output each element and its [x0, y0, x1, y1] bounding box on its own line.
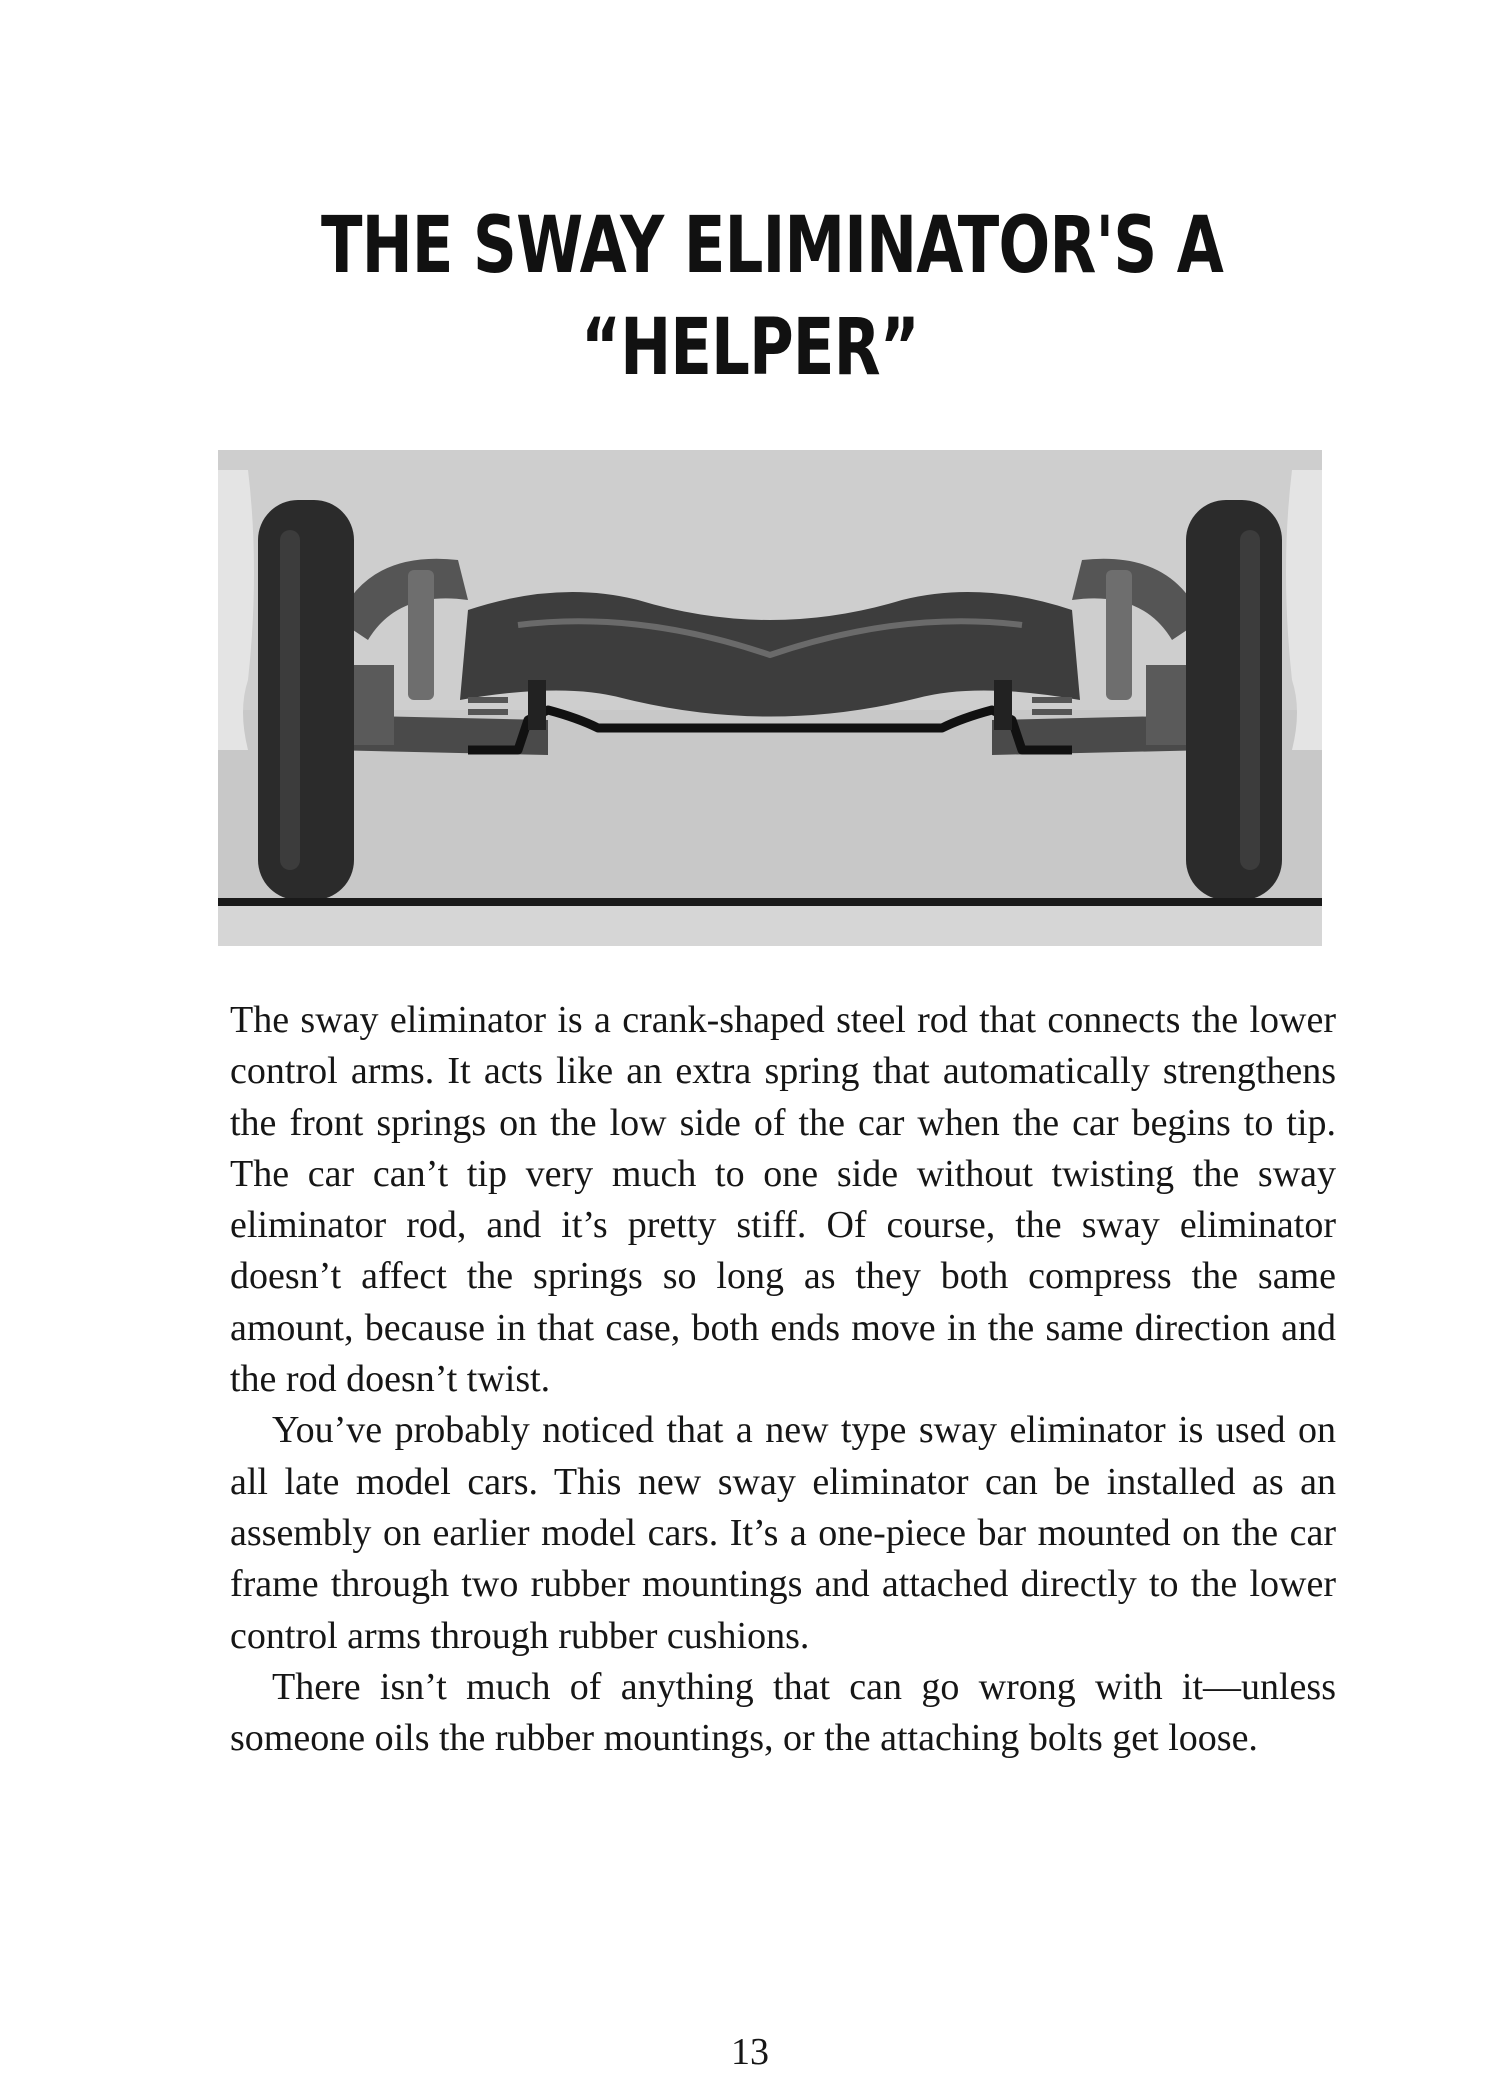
tire-right — [1186, 500, 1282, 900]
ground-line — [218, 898, 1322, 906]
title-line-1: THE SWAY ELIMINATOR'S A — [321, 201, 1224, 291]
shock-right — [1106, 570, 1132, 700]
page-title — [321, 195, 1224, 399]
page-number: 13 — [731, 2031, 769, 2073]
paragraph-2: You’ve probably noticed that a new type sway eliminator is used on all late model cars. This new sway eliminator can be installed as an assembly on earlier model cars. It’s a one-piece bar mounted on the car frame through two rubber mountings and attached directly to the lower control arms through rubber cushions. — [230, 1409, 1336, 1657]
suspension-illustration — [218, 450, 1322, 946]
paragraph-3: There isn’t much of anything that can go wrong with it—unless someone oils the rubber mountings, or the attaching bolts get loose. — [230, 1665, 1336, 1760]
rod-mount-left — [528, 680, 546, 730]
rod-mount-right — [994, 680, 1012, 730]
title-line-2: “HELPER” — [581, 303, 919, 393]
paragraph-1: The sway eliminator is a crank-shaped steel rod that connects the lower control arms. It acts like an extra spring that automatically strengthens the front springs on the low side of the car when the car begins to tip. The car can’t tip very much to one side without twisting the sway eliminator rod, and it’s pretty stiff. Of course, the sway eliminator doesn’t affect the springs so long as they both compress the same amount, because in that case, both ends move in the same direction and the rod doesn’t twist. — [230, 999, 1336, 1401]
shock-left — [408, 570, 434, 700]
body-text — [230, 995, 1336, 1764]
tire-left — [258, 500, 354, 900]
